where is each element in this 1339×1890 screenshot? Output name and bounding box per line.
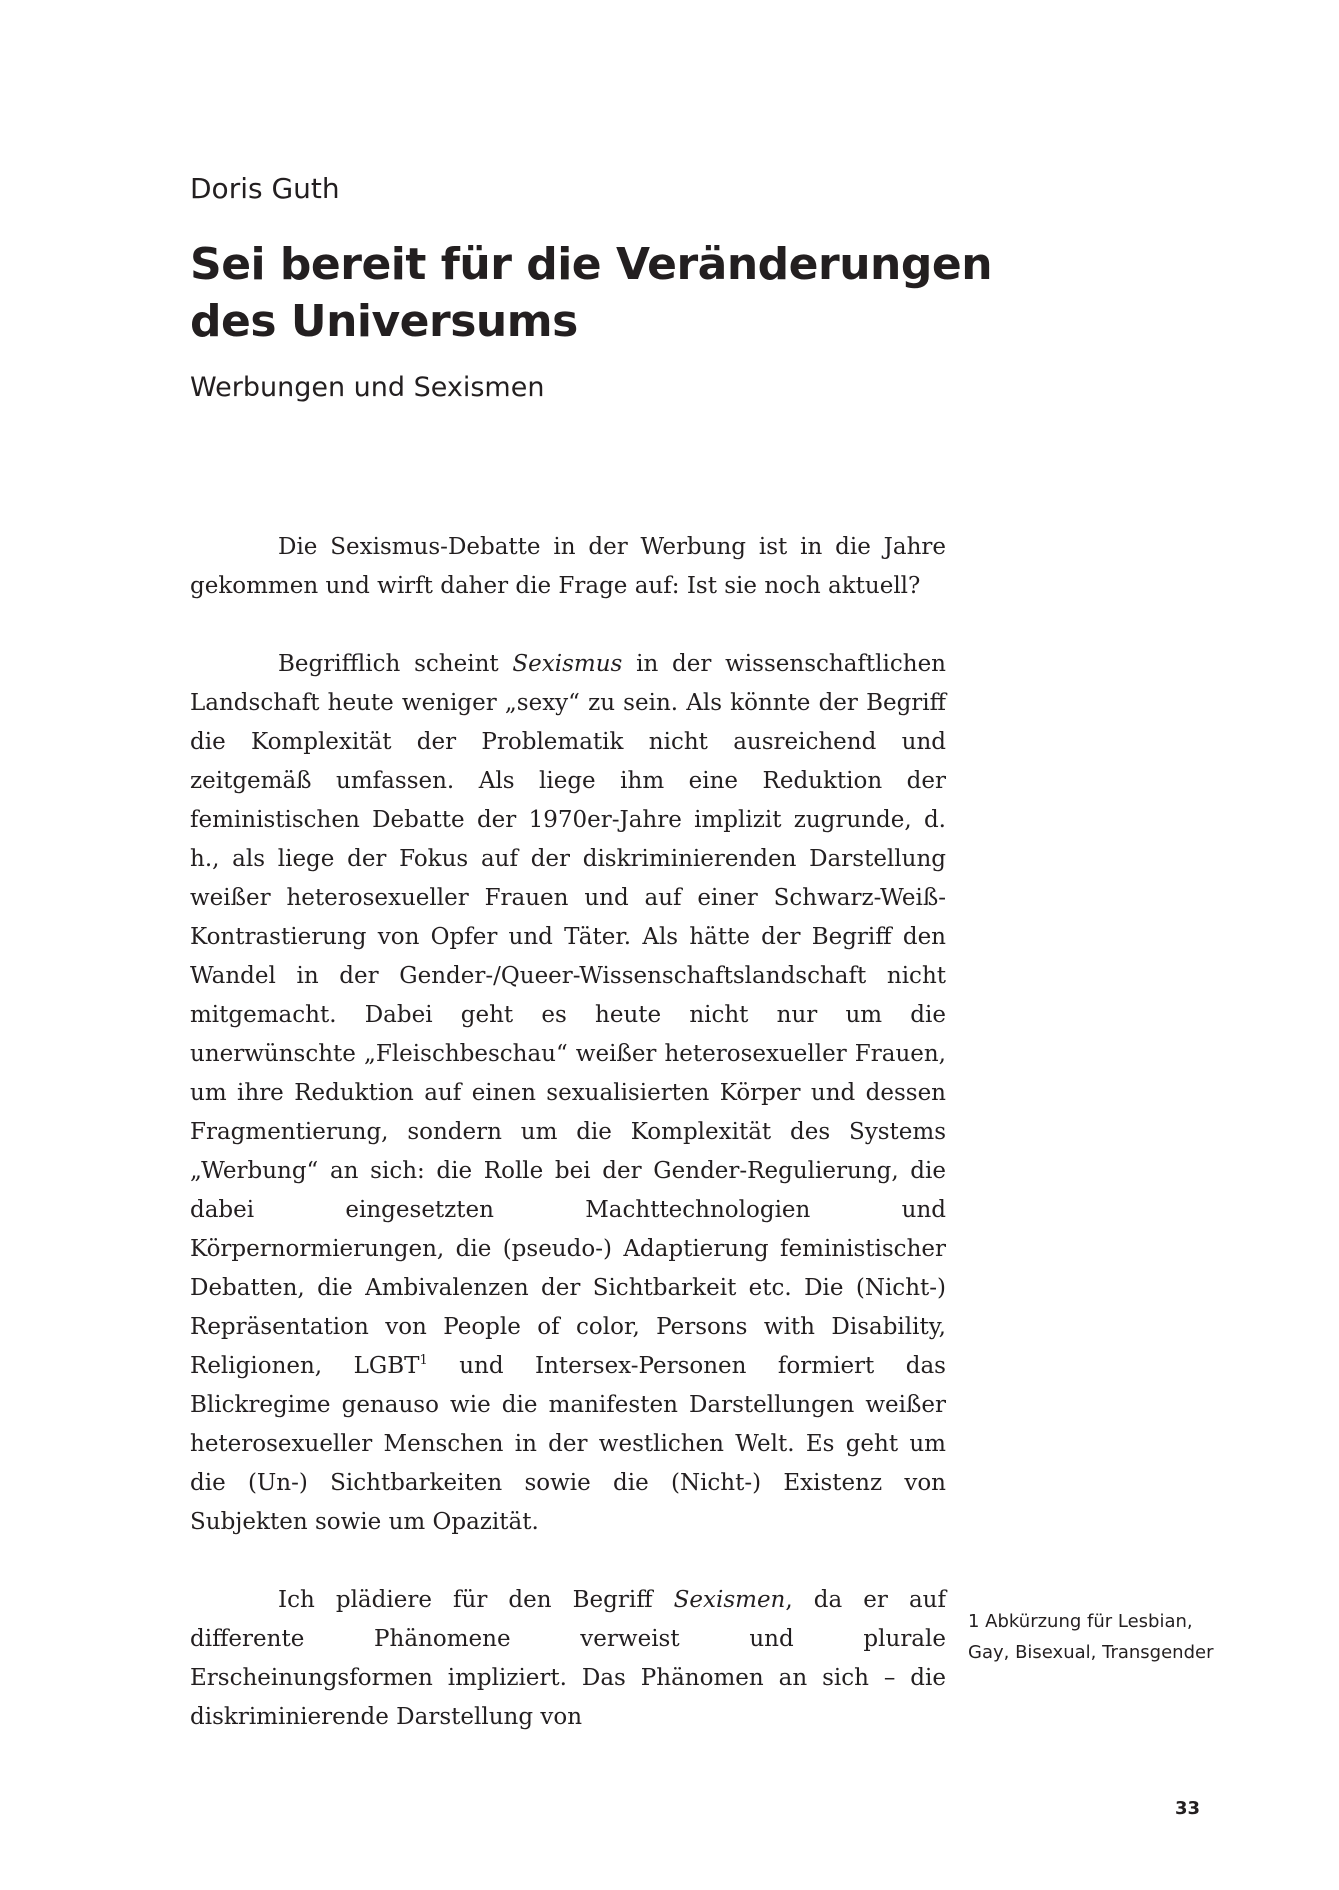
- paragraph-2-text-b: in der wissenschaftlichen Landschaft heute weniger „sexy“ zu sein. Als könnte der Begriff die Komplexität der Problematik nicht ausreichend und zeitgemäß umfassen. Als liege ihm eine Reduktion der feministischen Debatte der 1970er-Jahre implizit zugrunde, d. h., als liege der Fokus auf der diskriminierenden Darstellung weißer heterosexueller Frauen und auf einer Schwarz-Weiß-Kontrastierung von Opfer und Täter. Als hätte der Begriff den Wandel in der Gender-/Queer-Wissenschaftslandschaft nicht mitgemacht. Dabei geht es heute nicht nur um die unerwünschte „Fleischbeschau“ weißer heterosexueller Frauen, um ihre Reduktion auf einen sexualisierten Körper und dessen Fragmentierung, sondern um die Komplexität des Systems „Werbung“ an sich: die Rolle bei der Gender-Regulierung, die dabei eingesetzten Machttechnologien und Körpernormierungen, die (pseudo-) Adaptierung feministischer Debatten, die Ambivalenzen der Sichtbarkeit etc. Die (Nicht-) Repräsentation von People of color, Persons with Disability, Religionen, LGBT: [190, 651, 946, 1379]
- paragraph-2: [190, 645, 946, 1542]
- footnote-marker: 1: [419, 1353, 428, 1368]
- paragraph-3: [190, 1581, 946, 1737]
- paragraph-3-text-b: , da er auf differente Phänomene verweist und plurale Erscheinungsformen impliziert. Das Phänomen an sich – die diskriminierende Darstellung von: [190, 1587, 946, 1730]
- author-name: Doris Guth: [190, 172, 340, 205]
- paragraph-3-text-a: Ich plädiere für den Begriff: [278, 1587, 674, 1613]
- footnote: 1 Abkürzung für Lesbian, Gay, Bisexual, Transgender: [968, 1611, 1214, 1663]
- term-sexismen: Sexismen: [673, 1587, 786, 1613]
- term-sexismus: Sexismus: [512, 651, 623, 677]
- paragraph-2-text-c: und Intersex-Personen formiert das Blickregime genauso wie die manifesten Darstellungen weißer heterosexueller Menschen in der westlichen Welt. Es geht um die (Un-) Sichtbarkeiten sowie die (Nicht-) Existenz von Subjekten sowie um Opazität.: [190, 1353, 946, 1535]
- page-number: 33: [1174, 1798, 1200, 1819]
- article-title: Sei bereit für die Veränderungen des Universums: [190, 239, 993, 347]
- paragraph-2-text-a: Begrifflich scheint: [278, 651, 513, 677]
- paragraph-1: Die Sexismus-Debatte in der Werbung ist in die Jahre gekommen und wirft daher die Frage auf: Ist sie noch aktuell?: [190, 534, 946, 599]
- article-subtitle: Werbungen und Sexismen: [190, 372, 545, 403]
- article-body: [190, 528, 946, 1737]
